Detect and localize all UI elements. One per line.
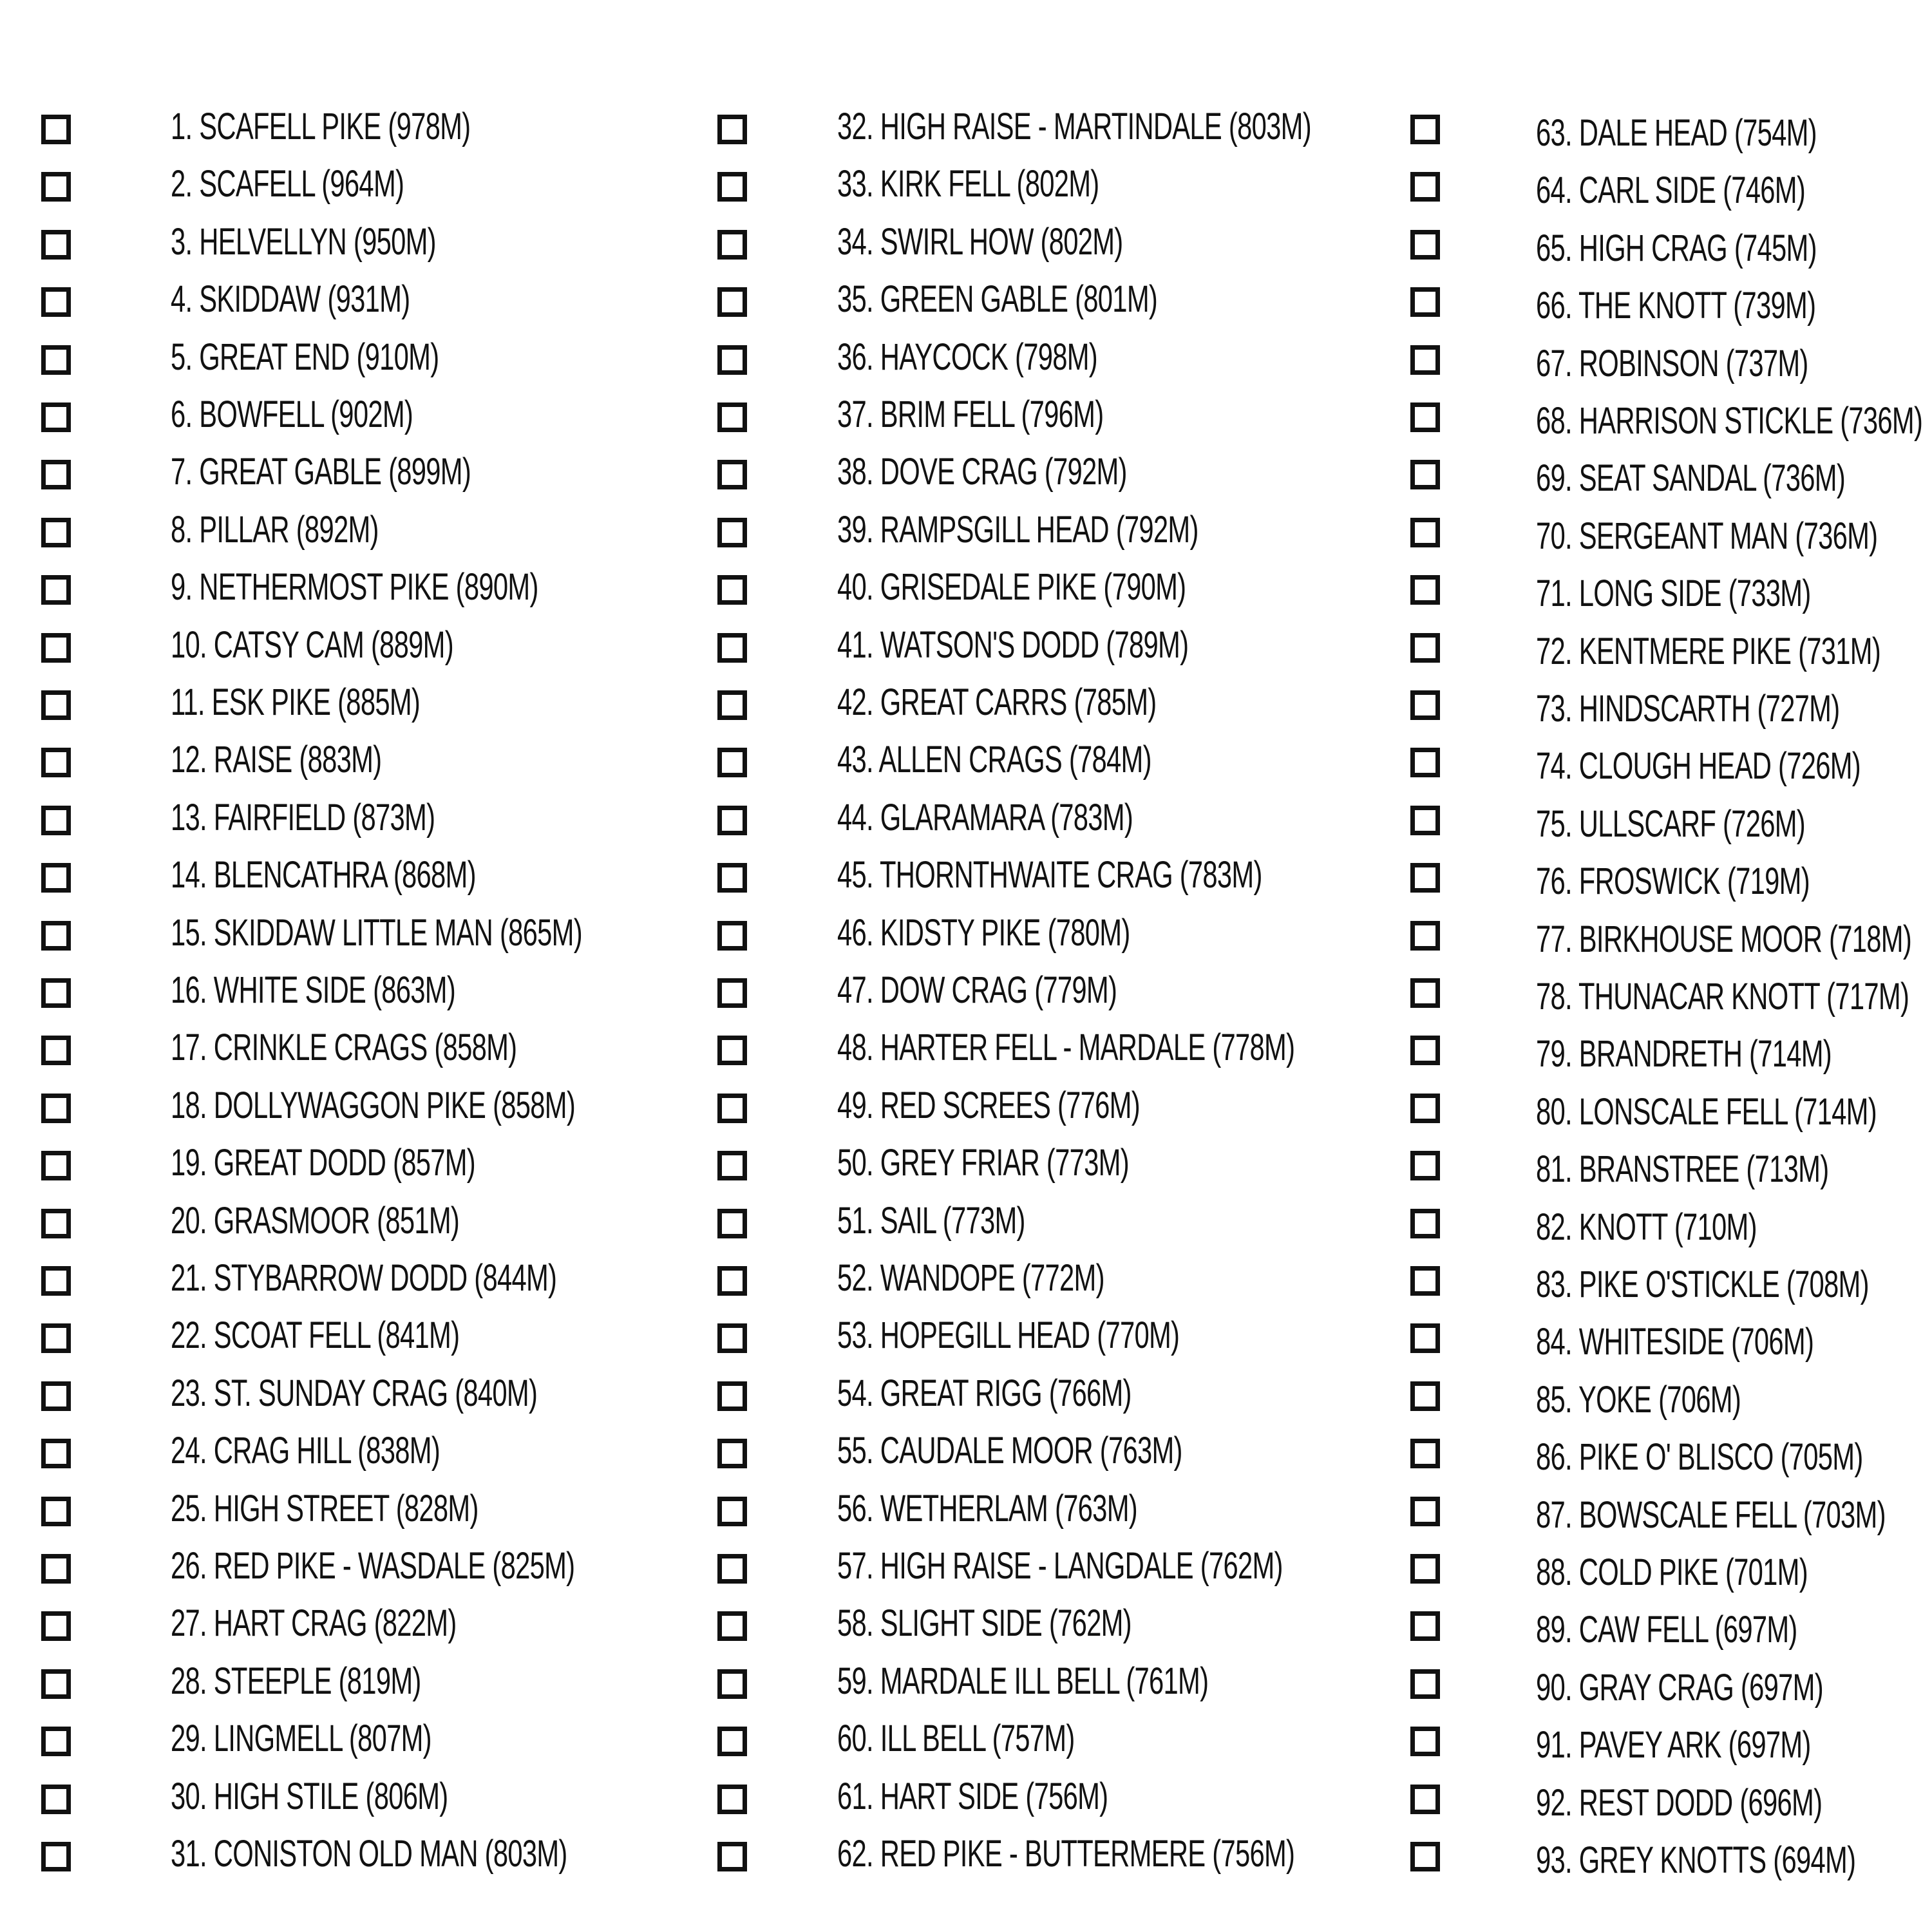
- checklist-item: [676, 501, 1352, 559]
- checkbox[interactable]: [717, 1094, 747, 1123]
- checkbox[interactable]: [717, 633, 747, 663]
- fell-label: 1. SCAFELL PIKE (978M): [171, 106, 471, 147]
- checkbox[interactable]: [717, 1842, 747, 1871]
- checkbox[interactable]: [41, 1611, 71, 1641]
- checklist-item: [676, 616, 1352, 674]
- fell-label: 81. BRANSTREE (713M): [1536, 1148, 1829, 1191]
- fell-label: 5. GREAT END (910M): [171, 336, 439, 378]
- checkbox[interactable]: [717, 1669, 747, 1699]
- checklist-item: [676, 674, 1352, 732]
- fell-label: 33. KIRK FELL (802M): [837, 163, 1099, 205]
- checklist-item: [0, 1192, 676, 1250]
- fell-label: 38. DOVE CRAG (792M): [837, 451, 1127, 493]
- checkbox[interactable]: [717, 1266, 747, 1296]
- fell-label: 84. WHITESIDE (706M): [1536, 1321, 1814, 1363]
- fell-label: 18. DOLLYWAGGON PIKE (858M): [171, 1084, 576, 1126]
- checkbox[interactable]: [41, 402, 71, 432]
- checkbox[interactable]: [1410, 1266, 1440, 1296]
- checklist-item: [0, 1019, 676, 1077]
- fell-label: 51. SAIL (773M): [837, 1199, 1025, 1242]
- fell-label: 46. KIDSTY PIKE (780M): [837, 911, 1130, 954]
- checkbox[interactable]: [717, 287, 747, 317]
- checkbox[interactable]: [717, 1151, 747, 1180]
- fell-label: 37. BRIM FELL (796M): [837, 393, 1104, 435]
- checklist-item: [1378, 1077, 1932, 1135]
- checkbox[interactable]: [717, 1036, 747, 1065]
- checkbox[interactable]: [1410, 1611, 1440, 1641]
- fell-label: 62. RED PIKE - BUTTERMERE (756M): [837, 1833, 1295, 1875]
- checkbox[interactable]: [1410, 575, 1440, 605]
- checklist-item: [676, 731, 1352, 789]
- fell-label: 21. STYBARROW DODD (844M): [171, 1257, 557, 1299]
- fell-label: 12. RAISE (883M): [171, 739, 382, 781]
- checklist-item: [1378, 731, 1932, 789]
- checklist-item: [676, 558, 1352, 616]
- fell-label: 47. DOW CRAG (779M): [837, 969, 1117, 1011]
- checklist-item: [0, 1134, 676, 1192]
- checklist-item: [676, 1422, 1352, 1480]
- checkbox[interactable]: [41, 1209, 71, 1238]
- checkbox[interactable]: [1410, 1036, 1440, 1065]
- fell-label: 7. GREAT GABLE (899M): [171, 451, 471, 493]
- fell-label: 63. DALE HEAD (754M): [1536, 112, 1817, 154]
- fell-label: 66. THE KNOTT (739M): [1536, 285, 1816, 327]
- fell-label: 52. WANDOPE (772M): [837, 1257, 1104, 1299]
- checkbox[interactable]: [717, 575, 747, 605]
- checkbox[interactable]: [41, 1381, 71, 1411]
- checkbox[interactable]: [717, 1554, 747, 1584]
- checklist-item: [0, 1422, 676, 1480]
- checklist-item: [0, 270, 676, 328]
- fell-label: 15. SKIDDAW LITTLE MAN (865M): [171, 911, 582, 954]
- checkbox[interactable]: [1410, 518, 1440, 547]
- checkbox[interactable]: [41, 1727, 71, 1756]
- checkbox[interactable]: [717, 921, 747, 951]
- fell-label: 93. GREY KNOTTS (694M): [1536, 1839, 1856, 1881]
- checkbox[interactable]: [41, 1323, 71, 1353]
- checkbox[interactable]: [1410, 1151, 1440, 1180]
- checkbox[interactable]: [717, 230, 747, 260]
- fell-label: 13. FAIRFIELD (873M): [171, 796, 435, 838]
- checklist-item: [676, 328, 1352, 386]
- checklist-item: [676, 846, 1352, 904]
- fell-label: 72. KENTMERE PIKE (731M): [1536, 630, 1881, 672]
- checklist-item: [676, 1019, 1352, 1077]
- checkbox[interactable]: [1410, 1439, 1440, 1468]
- fell-label: 10. CATSY CAM (889M): [171, 623, 453, 666]
- checklist-item: [676, 443, 1352, 501]
- checklist-item: [1378, 674, 1932, 732]
- checkbox[interactable]: [41, 633, 71, 663]
- fell-label: 41. WATSON'S DODD (789M): [837, 623, 1189, 666]
- checkbox[interactable]: [41, 1266, 71, 1296]
- checklist-item: [1378, 155, 1932, 213]
- checklist-item: [0, 98, 676, 156]
- checklist-item: [0, 904, 676, 962]
- checkbox[interactable]: [41, 921, 71, 951]
- checkbox[interactable]: [41, 978, 71, 1008]
- fell-label: 67. ROBINSON (737M): [1536, 342, 1808, 384]
- fell-label: 65. HIGH CRAG (745M): [1536, 227, 1817, 269]
- checklist-item: [676, 1653, 1352, 1710]
- fell-label: 32. HIGH RAISE - MARTINDALE (803M): [837, 106, 1311, 147]
- fell-label: 25. HIGH STREET (828M): [171, 1487, 478, 1530]
- checkbox[interactable]: [41, 230, 71, 260]
- checklist-item: [0, 674, 676, 732]
- checklist-item: [0, 1307, 676, 1365]
- fell-label: 45. THORNTHWAITE CRAG (783M): [837, 854, 1262, 896]
- checkbox[interactable]: [41, 690, 71, 720]
- fell-label: 82. KNOTT (710M): [1536, 1206, 1757, 1248]
- fell-label: 74. CLOUGH HEAD (726M): [1536, 745, 1861, 788]
- checklist-item: [0, 789, 676, 847]
- checklist-column-2: [676, 0, 1352, 1932]
- fell-label: 87. BOWSCALE FELL (703M): [1536, 1493, 1886, 1536]
- fell-label: 79. BRANDRETH (714M): [1536, 1033, 1832, 1075]
- fell-label: 77. BIRKHOUSE MOOR (718M): [1536, 918, 1912, 960]
- fell-label: 8. PILLAR (892M): [171, 508, 379, 551]
- checklist-item: [1378, 443, 1932, 501]
- checklist-item: [1378, 270, 1932, 328]
- fell-label: 80. LONSCALE FELL (714M): [1536, 1090, 1877, 1133]
- checkbox[interactable]: [717, 806, 747, 835]
- checklist-item: [1378, 1365, 1932, 1423]
- fell-label: 14. BLENCATHRA (868M): [171, 854, 476, 896]
- fell-label: 35. GREEN GABLE (801M): [837, 278, 1158, 321]
- checklist-item: [0, 386, 676, 444]
- checklist-item: [676, 270, 1352, 328]
- checkbox[interactable]: [1410, 1785, 1440, 1814]
- fell-label: 30. HIGH STILE (806M): [171, 1775, 448, 1817]
- checklist-item: [0, 616, 676, 674]
- checklist-item: [676, 1077, 1352, 1135]
- checklist-item: [676, 1192, 1352, 1250]
- fell-label: 75. ULLSCARF (726M): [1536, 802, 1805, 845]
- fell-label: 88. COLD PIKE (701M): [1536, 1551, 1808, 1593]
- checkbox[interactable]: [717, 460, 747, 489]
- fell-label: 23. ST. SUNDAY CRAG (840M): [171, 1372, 538, 1414]
- checklist-item: [0, 1768, 676, 1826]
- fell-label: 40. GRISEDALE PIKE (790M): [837, 566, 1186, 609]
- fell-label: 57. HIGH RAISE - LANGDALE (762M): [837, 1545, 1283, 1587]
- checkbox[interactable]: [1410, 460, 1440, 489]
- fell-label: 36. HAYCOCK (798M): [837, 336, 1097, 378]
- checkbox[interactable]: [1410, 1209, 1440, 1238]
- fell-label: 68. HARRISON STICKLE (736M): [1536, 400, 1923, 442]
- checkbox[interactable]: [1410, 806, 1440, 835]
- checklist-item: [1378, 386, 1932, 444]
- fell-label: 60. ILL BELL (757M): [837, 1718, 1075, 1760]
- checkbox[interactable]: [1410, 1669, 1440, 1699]
- checkbox[interactable]: [1410, 1727, 1440, 1756]
- checklist-item: [1378, 558, 1932, 616]
- checkbox[interactable]: [717, 1323, 747, 1353]
- fell-label: 6. BOWFELL (902M): [171, 393, 413, 435]
- checkbox[interactable]: [1410, 287, 1440, 317]
- checklist-item: [1378, 1653, 1932, 1710]
- fell-label: 28. STEEPLE (819M): [171, 1660, 421, 1702]
- checklist-item: [1378, 961, 1932, 1019]
- fell-label: 17. CRINKLE CRAGS (858M): [171, 1027, 517, 1069]
- checklist-item: [676, 1134, 1352, 1192]
- checkbox[interactable]: [41, 1151, 71, 1180]
- checkbox[interactable]: [717, 402, 747, 432]
- checkbox[interactable]: [717, 115, 747, 144]
- checkbox[interactable]: [41, 1785, 71, 1814]
- checkbox[interactable]: [1410, 1554, 1440, 1584]
- checkbox[interactable]: [1410, 345, 1440, 375]
- checklist-item: [1378, 213, 1932, 271]
- checklist-item: [676, 904, 1352, 962]
- checklist-item: [1378, 846, 1932, 904]
- checklist-item: [676, 98, 1352, 156]
- checkbox[interactable]: [1410, 172, 1440, 202]
- checkbox[interactable]: [1410, 1381, 1440, 1411]
- fell-label: 61. HART SIDE (756M): [837, 1775, 1108, 1817]
- checklist-item: [676, 386, 1352, 444]
- checklist-item: [1378, 328, 1932, 386]
- checklist-item: [0, 443, 676, 501]
- checkbox[interactable]: [717, 172, 747, 202]
- fell-label: 73. HINDSCARTH (727M): [1536, 688, 1840, 730]
- fell-label: 53. HOPEGILL HEAD (770M): [837, 1314, 1180, 1357]
- fell-label: 50. GREY FRIAR (773M): [837, 1142, 1129, 1184]
- checkbox[interactable]: [41, 287, 71, 317]
- checklist-item: [0, 558, 676, 616]
- checklist-item: [0, 1825, 676, 1883]
- checkbox[interactable]: [717, 1497, 747, 1526]
- checkbox[interactable]: [717, 1727, 747, 1756]
- fell-label: 22. SCOAT FELL (841M): [171, 1314, 460, 1357]
- fell-label: 54. GREAT RIGG (766M): [837, 1372, 1132, 1414]
- fell-label: 42. GREAT CARRS (785M): [837, 681, 1157, 723]
- fell-label: 90. GRAY CRAG (697M): [1536, 1666, 1823, 1709]
- checkbox[interactable]: [41, 345, 71, 375]
- fell-label: 3. HELVELLYN (950M): [171, 220, 436, 263]
- checkbox[interactable]: [1410, 748, 1440, 777]
- checklist-item: [676, 789, 1352, 847]
- fell-label: 85. YOKE (706M): [1536, 1378, 1741, 1421]
- fell-label: 76. FROSWICK (719M): [1536, 860, 1810, 903]
- checkbox[interactable]: [717, 1785, 747, 1814]
- checkbox[interactable]: [717, 1439, 747, 1468]
- fell-label: 49. RED SCREES (776M): [837, 1084, 1140, 1126]
- checkbox[interactable]: [41, 806, 71, 835]
- checklist-item: [1378, 616, 1932, 674]
- checklist-item: [0, 328, 676, 386]
- checkbox[interactable]: [717, 690, 747, 720]
- fell-label: 27. HART CRAG (822M): [171, 1602, 457, 1645]
- checklist-item: [0, 1653, 676, 1710]
- checklist-item: [676, 1825, 1352, 1883]
- checklist-item: [676, 1307, 1352, 1365]
- checkbox[interactable]: [717, 1209, 747, 1238]
- checkbox[interactable]: [1410, 978, 1440, 1008]
- checkbox[interactable]: [717, 1611, 747, 1641]
- checklist-item: [1378, 1595, 1932, 1653]
- checklist-item: [1378, 1019, 1932, 1077]
- checkbox[interactable]: [717, 748, 747, 777]
- checklist-column-3: [1378, 0, 1932, 1932]
- fell-label: 56. WETHERLAM (763M): [837, 1487, 1137, 1530]
- checklist-item: [676, 961, 1352, 1019]
- checkbox[interactable]: [1410, 230, 1440, 260]
- checkbox[interactable]: [1410, 690, 1440, 720]
- fell-label: 91. PAVEY ARK (697M): [1536, 1724, 1811, 1766]
- checklist-item: [676, 1768, 1352, 1826]
- fell-label: 11. ESK PIKE (885M): [171, 681, 421, 723]
- checklist-item: [0, 1249, 676, 1307]
- fell-label: 83. PIKE O'STICKLE (708M): [1536, 1264, 1869, 1305]
- fell-label: 9. NETHERMOST PIKE (890M): [171, 566, 538, 609]
- checkbox[interactable]: [41, 172, 71, 202]
- checkbox[interactable]: [717, 1381, 747, 1411]
- checkbox[interactable]: [41, 863, 71, 893]
- fell-label: 89. CAW FELL (697M): [1536, 1609, 1797, 1651]
- checklist-column-1: [0, 0, 676, 1932]
- fell-label: 43. ALLEN CRAGS (784M): [837, 739, 1151, 781]
- checklist-item: [0, 213, 676, 271]
- fell-label: 44. GLARAMARA (783M): [837, 796, 1133, 838]
- checklist-item: [0, 155, 676, 213]
- checkbox[interactable]: [41, 518, 71, 547]
- checkbox[interactable]: [1410, 115, 1440, 144]
- checkbox[interactable]: [41, 1497, 71, 1526]
- fell-label: 58. SLIGHT SIDE (762M): [837, 1602, 1132, 1645]
- checkbox[interactable]: [1410, 402, 1440, 432]
- checklist-item: [1378, 1825, 1932, 1883]
- checklist-item: [0, 731, 676, 789]
- checklist-item: [0, 1595, 676, 1653]
- checklist-item: [676, 155, 1352, 213]
- checkbox[interactable]: [1410, 1323, 1440, 1353]
- checklist-item: [1378, 904, 1932, 962]
- checklist-item: [676, 1365, 1352, 1423]
- checklist-item: [0, 1537, 676, 1595]
- checkbox[interactable]: [717, 978, 747, 1008]
- checklist-item: [1378, 789, 1932, 847]
- checklist-item: [1378, 1537, 1932, 1595]
- fell-label: 31. CONISTON OLD MAN (803M): [171, 1833, 567, 1875]
- checklist-item: [0, 501, 676, 559]
- checkbox[interactable]: [1410, 863, 1440, 893]
- checklist-item: [676, 1480, 1352, 1538]
- checkbox[interactable]: [41, 748, 71, 777]
- checkbox[interactable]: [1410, 1094, 1440, 1123]
- checkbox[interactable]: [41, 1439, 71, 1468]
- checklist-item: [1378, 1192, 1932, 1250]
- checklist-item: [1378, 1480, 1932, 1538]
- checklist-item: [0, 1077, 676, 1135]
- fell-label: 92. REST DODD (696M): [1536, 1781, 1823, 1824]
- checklist-item: [676, 213, 1352, 271]
- fell-label: 19. GREAT DODD (857M): [171, 1142, 475, 1184]
- checkbox[interactable]: [1410, 921, 1440, 951]
- checklist-item: [676, 1537, 1352, 1595]
- fell-label: 4. SKIDDAW (931M): [171, 278, 410, 321]
- fell-label: 34. SWIRL HOW (802M): [837, 220, 1123, 263]
- fell-label: 29. LINGMELL (807M): [171, 1718, 431, 1760]
- fell-label: 55. CAUDALE MOOR (763M): [837, 1430, 1182, 1472]
- checkbox[interactable]: [717, 345, 747, 375]
- checkbox[interactable]: [41, 575, 71, 605]
- checkbox[interactable]: [1410, 633, 1440, 663]
- fell-label: 20. GRASMOOR (851M): [171, 1199, 460, 1242]
- checklist-item: [1378, 98, 1932, 156]
- fell-label: 71. LONG SIDE (733M): [1536, 573, 1811, 615]
- checklist-item: [1378, 501, 1932, 559]
- checklist-item: [676, 1249, 1352, 1307]
- checklist-item: [1378, 1422, 1932, 1480]
- fell-label: 26. RED PIKE - WASDALE (825M): [171, 1545, 575, 1587]
- fell-label: 48. HARTER FELL - MARDALE (778M): [837, 1027, 1295, 1069]
- checklist-item: [676, 1595, 1352, 1653]
- checklist-item: [0, 1710, 676, 1768]
- fell-label: 70. SERGEANT MAN (736M): [1536, 515, 1878, 557]
- checklist-item: [1378, 1307, 1932, 1365]
- fell-label: 78. THUNACAR KNOTT (717M): [1536, 976, 1909, 1018]
- checkbox[interactable]: [41, 1842, 71, 1871]
- fell-label: 59. MARDALE ILL BELL (761M): [837, 1660, 1209, 1702]
- checklist-item: [676, 1710, 1352, 1768]
- checkbox[interactable]: [41, 1554, 71, 1584]
- fell-label: 64. CARL SIDE (746M): [1536, 169, 1806, 212]
- checkbox[interactable]: [41, 115, 71, 144]
- checklist-item: [1378, 1768, 1932, 1826]
- fell-label: 24. CRAG HILL (838M): [171, 1430, 440, 1472]
- checkbox[interactable]: [41, 460, 71, 489]
- checklist-item: [1378, 1134, 1932, 1192]
- checkbox[interactable]: [41, 1036, 71, 1065]
- checklist-item: [1378, 1249, 1932, 1307]
- checkbox[interactable]: [1410, 1497, 1440, 1526]
- fell-label: 86. PIKE O' BLISCO (705M): [1536, 1436, 1863, 1479]
- fell-label: 2. SCAFELL (964M): [171, 163, 404, 205]
- checklist-item: [0, 1365, 676, 1423]
- fell-label: 69. SEAT SANDAL (736M): [1536, 457, 1846, 500]
- checkbox[interactable]: [1410, 1842, 1440, 1871]
- checkbox[interactable]: [41, 1669, 71, 1699]
- checkbox[interactable]: [41, 1094, 71, 1123]
- checklist-item: [1378, 1710, 1932, 1768]
- checkbox[interactable]: [717, 863, 747, 893]
- checklist-item: [0, 1480, 676, 1538]
- fell-label: 39. RAMPSGILL HEAD (792M): [837, 508, 1198, 551]
- checklist-item: [0, 846, 676, 904]
- checkbox[interactable]: [717, 518, 747, 547]
- fell-label: 16. WHITE SIDE (863M): [171, 969, 456, 1011]
- checklist-item: [0, 961, 676, 1019]
